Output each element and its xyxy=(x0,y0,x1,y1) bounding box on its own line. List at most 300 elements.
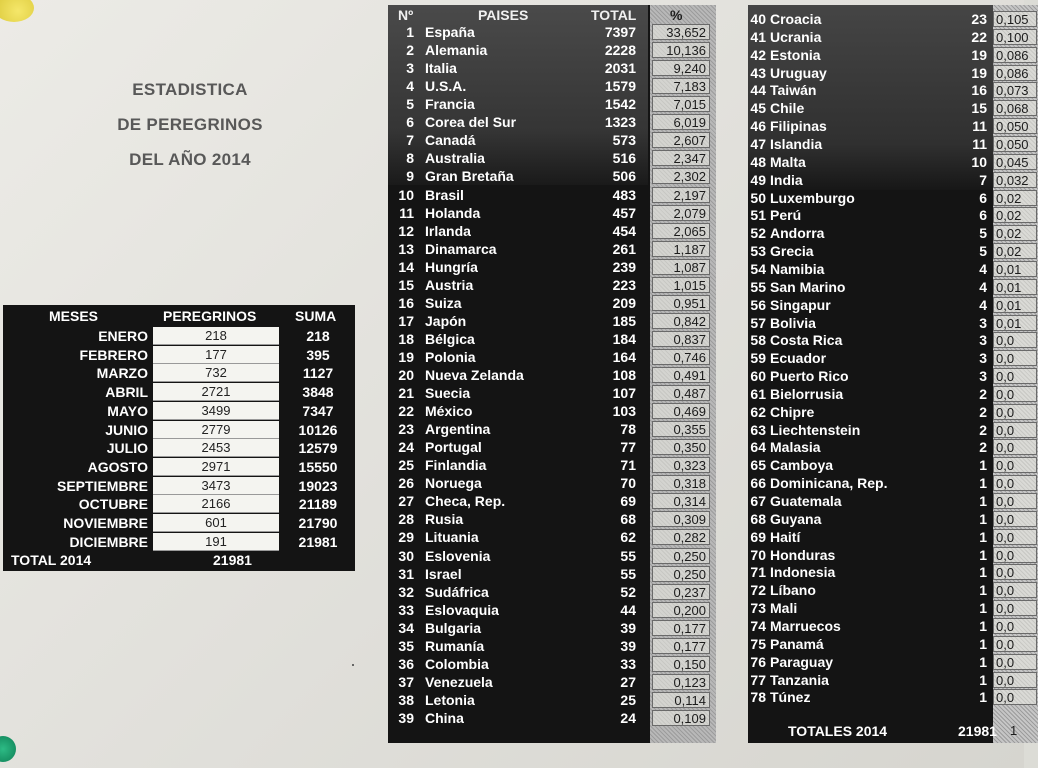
country-percent: 0,0 xyxy=(993,600,1037,616)
country-name: Lituania xyxy=(425,529,479,546)
country-rank: 1 xyxy=(406,24,414,40)
country-row xyxy=(748,10,1038,28)
country-name: Guatemala xyxy=(770,493,842,509)
country-name: Suiza xyxy=(425,294,462,311)
month-cumulative-sum: 19023 xyxy=(298,477,338,494)
title-line-3: DEL AÑO 2014 xyxy=(129,150,251,169)
paper-mark xyxy=(352,664,354,666)
country-rank: 36 xyxy=(398,655,414,672)
country-name: Australia xyxy=(425,150,485,167)
country-row xyxy=(388,420,716,438)
country-total: 7397 xyxy=(604,24,636,40)
country-rank: 15 xyxy=(398,276,414,293)
green-pin-icon xyxy=(0,736,16,762)
country-name: Paraguay xyxy=(770,653,834,670)
month-cumulative-sum: 15550 xyxy=(298,458,338,475)
country-total: 33 xyxy=(620,655,636,672)
country-total: 1 xyxy=(979,582,987,599)
country-row xyxy=(388,565,716,583)
country-percent: 0,314 xyxy=(652,493,710,509)
country-percent: 0,250 xyxy=(652,566,710,582)
country-row xyxy=(748,153,1038,171)
country-total: 184 xyxy=(612,330,636,347)
countries-total-percent: 1 xyxy=(1010,723,1018,738)
month-pilgrims-value: 2971 xyxy=(153,458,279,476)
country-total: 239 xyxy=(612,258,636,275)
country-rank: 5 xyxy=(406,96,414,113)
country-percent: 0,491 xyxy=(652,367,710,383)
country-name: Irlanda xyxy=(425,222,471,239)
country-rank: 3 xyxy=(406,60,414,77)
country-row xyxy=(748,64,1038,82)
country-row xyxy=(748,403,1038,421)
country-total: 1 xyxy=(979,564,987,581)
country-percent: 0,309 xyxy=(652,511,710,527)
country-percent: 6,019 xyxy=(652,114,710,130)
country-name: Francia xyxy=(425,96,475,113)
country-row xyxy=(388,348,716,366)
country-percent: 2,302 xyxy=(652,168,710,184)
month-name: JUNIO xyxy=(105,421,148,438)
country-row xyxy=(748,135,1038,153)
country-total: 11 xyxy=(972,136,987,152)
country-row xyxy=(388,637,716,655)
country-total: 39 xyxy=(620,637,636,654)
country-name: Mali xyxy=(770,600,798,617)
country-percent: 0,0 xyxy=(993,350,1037,366)
country-percent: 0,0 xyxy=(993,618,1037,634)
month-cumulative-sum: 395 xyxy=(306,346,330,363)
country-rank: 38 xyxy=(398,691,414,708)
country-total: 457 xyxy=(612,204,636,221)
country-rank: 8 xyxy=(406,150,414,167)
country-rank: 35 xyxy=(398,637,414,654)
country-row xyxy=(388,709,716,727)
country-percent: 7,183 xyxy=(652,78,710,94)
country-name: Namibia xyxy=(770,260,825,277)
country-percent: 0,02 xyxy=(993,190,1037,206)
country-total: 1 xyxy=(979,689,987,706)
country-total: 1 xyxy=(979,475,987,492)
country-total: 1 xyxy=(979,528,987,545)
country-total: 1 xyxy=(979,600,987,617)
country-name: Noruega xyxy=(425,475,482,492)
country-row xyxy=(748,171,1038,189)
country-total: 52 xyxy=(620,583,636,600)
country-name: Finlandia xyxy=(425,457,487,474)
header-number: Nº xyxy=(398,7,414,23)
country-percent: 0,02 xyxy=(993,225,1037,241)
country-percent: 0,0 xyxy=(993,404,1037,420)
country-name: Marruecos xyxy=(770,617,841,634)
country-total: 77 xyxy=(620,439,636,456)
countries-table-1 xyxy=(388,5,716,743)
country-percent: 0,02 xyxy=(993,207,1037,223)
country-row xyxy=(388,528,716,546)
country-name: Chile xyxy=(770,100,805,117)
country-row xyxy=(388,547,716,565)
country-rank: 12 xyxy=(398,222,414,239)
month-name: MAYO xyxy=(107,402,148,419)
country-total: 11 xyxy=(972,118,987,135)
country-rank: 53 xyxy=(750,243,766,260)
months-total-label: TOTAL 2014 xyxy=(11,552,92,568)
country-row xyxy=(748,456,1038,474)
country-name: Israel xyxy=(425,565,462,582)
country-total: 483 xyxy=(612,186,636,203)
months-total-value: 21981 xyxy=(213,552,252,568)
country-percent: 0,487 xyxy=(652,385,710,401)
country-percent: 0,02 xyxy=(993,243,1037,259)
country-total: 3 xyxy=(979,314,987,331)
country-percent: 0,0 xyxy=(993,636,1037,652)
country-row xyxy=(388,402,716,420)
country-percent: 10,136 xyxy=(652,42,710,58)
country-rank: 68 xyxy=(750,510,766,527)
country-percent: 0,0 xyxy=(993,582,1037,598)
country-total: 3 xyxy=(979,368,987,384)
country-total: 3 xyxy=(979,350,987,367)
country-row xyxy=(748,242,1038,260)
country-name: Eslovenia xyxy=(425,547,491,564)
country-row xyxy=(388,655,716,673)
country-rank: 43 xyxy=(750,64,766,81)
country-percent: 0,237 xyxy=(652,584,710,600)
country-percent: 0,0 xyxy=(993,368,1037,384)
country-row xyxy=(388,384,716,402)
country-row xyxy=(748,510,1038,528)
country-total: 223 xyxy=(612,276,636,293)
country-name: Argentina xyxy=(425,421,491,438)
country-percent: 0,050 xyxy=(993,136,1037,152)
country-row xyxy=(748,81,1038,99)
country-total: 4 xyxy=(979,260,987,277)
country-percent: 0,177 xyxy=(652,638,710,654)
country-total: 1 xyxy=(979,546,987,563)
country-total: 68 xyxy=(620,511,636,528)
country-row xyxy=(748,367,1038,385)
country-name: Luxemburgo xyxy=(770,189,855,206)
country-row xyxy=(388,95,716,113)
country-rank: 50 xyxy=(750,189,766,206)
country-name: Austria xyxy=(425,276,474,293)
month-row xyxy=(3,402,355,421)
month-pilgrims-value: 601 xyxy=(153,514,279,532)
country-percent: 0,100 xyxy=(993,29,1037,45)
country-name: San Marino xyxy=(770,278,846,295)
header-pilgrims: PEREGRINOS xyxy=(163,308,257,324)
country-row xyxy=(748,653,1038,671)
month-row xyxy=(3,533,355,552)
country-total: 39 xyxy=(620,619,636,636)
country-row xyxy=(748,599,1038,617)
country-rank: 44 xyxy=(750,82,766,99)
country-name: India xyxy=(770,171,803,188)
country-row xyxy=(388,474,716,492)
month-pilgrims-value: 732 xyxy=(153,364,279,382)
country-percent: 2,197 xyxy=(652,187,710,203)
country-percent: 0,0 xyxy=(993,564,1037,580)
country-row xyxy=(748,635,1038,653)
country-rank: 28 xyxy=(398,511,414,528)
country-rank: 6 xyxy=(406,114,414,131)
country-name: Líbano xyxy=(770,582,816,599)
country-total: 62 xyxy=(620,529,636,546)
country-name: Chipre xyxy=(770,403,815,420)
country-row xyxy=(388,601,716,619)
month-cumulative-sum: 10126 xyxy=(298,421,338,438)
country-rank: 23 xyxy=(398,421,414,438)
country-row xyxy=(388,456,716,474)
country-name: Tanzania xyxy=(770,671,829,688)
countries-total-label: TOTALES 2014 xyxy=(788,723,888,739)
country-total: 1542 xyxy=(604,96,636,113)
country-name: Letonia xyxy=(425,691,475,708)
country-rank: 9 xyxy=(406,168,414,185)
country-row xyxy=(748,206,1038,224)
month-row xyxy=(3,439,355,458)
country-name: Croacia xyxy=(770,11,822,27)
country-name: Bélgica xyxy=(425,330,475,347)
country-name: España xyxy=(425,24,475,40)
country-percent: 1,015 xyxy=(652,277,710,293)
country-row xyxy=(388,149,716,167)
country-name: Islandia xyxy=(770,136,823,152)
country-rank: 63 xyxy=(750,421,766,438)
country-rank: 59 xyxy=(750,350,766,367)
country-total: 19 xyxy=(971,46,987,63)
month-name: FEBRERO xyxy=(79,346,148,363)
country-rank: 74 xyxy=(750,617,766,634)
country-percent: 1,087 xyxy=(652,259,710,275)
countries-table-2 xyxy=(748,5,1038,743)
country-name: Alemania xyxy=(425,42,488,58)
country-total: 27 xyxy=(620,673,636,690)
country-total: 4 xyxy=(979,278,987,295)
country-name: Filipinas xyxy=(770,118,827,135)
country-rank: 42 xyxy=(750,46,766,63)
country-row xyxy=(388,619,716,637)
country-rank: 41 xyxy=(750,28,766,45)
country-rank: 16 xyxy=(398,294,414,311)
country-name: Corea del Sur xyxy=(425,114,517,131)
country-row xyxy=(388,691,716,709)
country-rank: 49 xyxy=(750,171,766,188)
country-name: Canadá xyxy=(425,132,476,149)
country-percent: 0,068 xyxy=(993,100,1037,116)
country-row xyxy=(748,278,1038,296)
country-total: 107 xyxy=(612,385,636,401)
country-percent: 0,0 xyxy=(993,529,1037,545)
month-name: MARZO xyxy=(96,365,148,382)
country-total: 516 xyxy=(612,150,636,167)
country-rank: 13 xyxy=(398,240,414,257)
country-percent: 33,652 xyxy=(652,24,710,40)
country-percent: 0,951 xyxy=(652,295,710,311)
country-total: 1 xyxy=(979,493,987,509)
country-row xyxy=(748,331,1038,349)
month-row xyxy=(3,421,355,440)
country-rank: 51 xyxy=(750,207,766,224)
country-row xyxy=(748,28,1038,46)
country-total: 10 xyxy=(971,153,987,170)
country-total: 6 xyxy=(979,207,987,224)
country-percent: 0,323 xyxy=(652,457,710,473)
country-row xyxy=(748,671,1038,689)
country-total: 209 xyxy=(612,294,636,311)
country-name: Andorra xyxy=(770,225,825,242)
country-row xyxy=(748,99,1038,117)
country-rank: 77 xyxy=(750,671,766,688)
country-name: Estonia xyxy=(770,46,821,63)
country-rank: 72 xyxy=(750,582,766,599)
country-name: Colombia xyxy=(425,655,489,672)
country-rank: 2 xyxy=(406,42,414,58)
country-percent: 0,01 xyxy=(993,279,1037,295)
country-name: Túnez xyxy=(770,689,811,706)
country-rank: 78 xyxy=(750,689,766,706)
country-row xyxy=(388,583,716,601)
country-percent: 0,086 xyxy=(993,47,1037,63)
country-name: Dinamarca xyxy=(425,240,497,257)
country-row xyxy=(388,204,716,222)
country-rank: 4 xyxy=(406,78,414,95)
country-total: 1 xyxy=(979,617,987,634)
month-pilgrims-value: 2779 xyxy=(153,421,279,439)
country-rank: 70 xyxy=(750,546,766,563)
country-name: Sudáfrica xyxy=(425,583,489,600)
country-percent: 0,200 xyxy=(652,602,710,618)
month-pilgrims-value: 191 xyxy=(153,533,279,551)
country-total: 16 xyxy=(971,82,987,99)
country-total: 164 xyxy=(612,348,636,365)
country-rank: 52 xyxy=(750,225,766,242)
country-row xyxy=(748,296,1038,314)
country-name: Puerto Rico xyxy=(770,368,849,384)
country-percent: 0,032 xyxy=(993,172,1037,188)
country-total: 2228 xyxy=(604,42,636,58)
country-rank: 11 xyxy=(399,204,414,221)
country-name: Costa Rica xyxy=(770,332,843,349)
country-total: 5 xyxy=(979,225,987,242)
country-name: Indonesia xyxy=(770,564,836,581)
country-percent: 0,282 xyxy=(652,529,710,545)
month-name: SEPTIEMBRE xyxy=(56,477,148,494)
country-total: 19 xyxy=(971,64,987,81)
country-total: 78 xyxy=(620,421,636,438)
country-total: 1 xyxy=(979,671,987,688)
country-name: Suecia xyxy=(425,385,471,401)
month-cumulative-sum: 7347 xyxy=(302,402,334,419)
country-percent: 0,073 xyxy=(993,82,1037,98)
header-months: MESES xyxy=(49,308,99,324)
country-total: 1 xyxy=(979,457,987,474)
country-row xyxy=(388,41,716,59)
country-total: 2031 xyxy=(604,60,636,77)
country-percent: 0,0 xyxy=(993,672,1037,688)
month-cumulative-sum: 21189 xyxy=(298,496,338,513)
country-name: Holanda xyxy=(425,204,481,221)
country-rank: 61 xyxy=(750,385,766,402)
country-name: México xyxy=(425,403,473,420)
countries-total-value: 21981 xyxy=(958,723,997,739)
title-line-1: ESTADISTICA xyxy=(132,80,248,99)
country-percent: 0,0 xyxy=(993,511,1037,527)
country-row xyxy=(388,186,716,204)
month-pilgrims-value: 177 xyxy=(153,346,279,364)
country-row xyxy=(388,330,716,348)
country-percent: 0,0 xyxy=(993,386,1037,402)
country-row xyxy=(748,474,1038,492)
country-row xyxy=(748,688,1038,706)
country-row xyxy=(388,492,716,510)
country-percent: 9,240 xyxy=(652,60,710,76)
country-total: 4 xyxy=(979,296,987,313)
country-percent: 0,355 xyxy=(652,421,710,437)
country-name: Italia xyxy=(425,60,457,77)
country-total: 7 xyxy=(979,171,987,188)
country-rank: 22 xyxy=(398,403,414,420)
country-percent: 0,250 xyxy=(652,548,710,564)
country-name: Malasia xyxy=(770,439,821,456)
country-name: Rusia xyxy=(425,511,464,528)
country-rank: 65 xyxy=(750,457,766,474)
country-row xyxy=(388,366,716,384)
month-name: ABRIL xyxy=(105,384,148,401)
header-percent: % xyxy=(670,7,683,23)
country-percent: 0,01 xyxy=(993,261,1037,277)
country-rank: 14 xyxy=(398,258,414,275)
country-row xyxy=(748,385,1038,403)
country-row xyxy=(748,528,1038,546)
country-percent: 0,01 xyxy=(993,297,1037,313)
country-name: Perú xyxy=(770,207,802,224)
country-row xyxy=(388,131,716,149)
country-row xyxy=(388,167,716,185)
country-rank: 58 xyxy=(750,332,766,349)
country-row xyxy=(388,240,716,258)
month-name: ENERO xyxy=(98,328,148,344)
country-total: 261 xyxy=(612,240,636,257)
country-total: 185 xyxy=(612,312,636,329)
country-total: 573 xyxy=(612,132,636,149)
country-rank: 7 xyxy=(406,132,414,149)
country-rank: 25 xyxy=(398,457,414,474)
country-name: China xyxy=(425,709,464,726)
country-rank: 18 xyxy=(398,330,414,347)
country-rank: 55 xyxy=(750,278,766,295)
country-percent: 0,350 xyxy=(652,439,710,455)
country-name: Singapur xyxy=(770,296,831,313)
country-name: Ecuador xyxy=(770,350,827,367)
month-cumulative-sum: 12579 xyxy=(298,440,338,457)
month-row xyxy=(3,327,355,346)
monthly-pilgrims-table xyxy=(3,305,355,571)
country-row xyxy=(748,224,1038,242)
country-rank: 48 xyxy=(750,153,766,170)
country-row xyxy=(388,276,716,294)
country-rank: 17 xyxy=(398,312,414,329)
country-name: Camboya xyxy=(770,457,834,474)
country-name: Gran Bretaña xyxy=(425,168,514,185)
title-line-2: DE PEREGRINOS xyxy=(117,115,263,134)
country-rank: 67 xyxy=(750,493,766,509)
country-row xyxy=(748,581,1038,599)
country-row xyxy=(388,113,716,131)
country-name: Grecia xyxy=(770,243,814,260)
country-total: 1579 xyxy=(604,78,636,95)
month-row xyxy=(3,383,355,402)
